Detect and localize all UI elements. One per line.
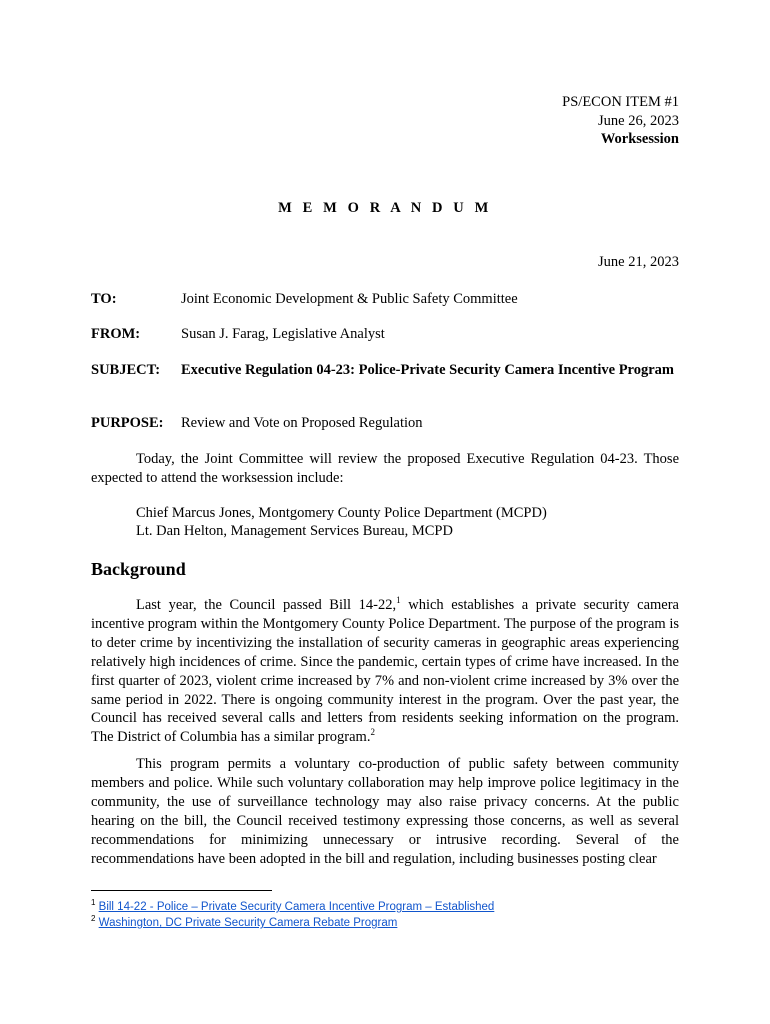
footnote-divider xyxy=(91,890,272,891)
to-field xyxy=(91,290,679,308)
bg2-text: This program permits a voluntary co-production of public safety between community members and police. While such voluntary collaboration may help improve police legitimacy in the community, the use of surveillance technology may also raise privacy concerns. At the public hearing on the bill, the Council received testimony expressing those concerns, as well as several recommendations for minimizing unnecessary or intrusive recording. Several of the recommendations have been adopted in the bill and regulation, including businesses posting clear xyxy=(91,756,679,867)
footnote-link-bill-14-22[interactable]: Bill 14-22 - Police – Private Security Camera Incentive Program – Established xyxy=(98,901,495,913)
background-paragraph-1 xyxy=(91,596,679,747)
footnote-1 xyxy=(91,900,494,915)
footnote-link-dc-rebate-program[interactable]: Washington, DC Private Security Camera Rebate Program xyxy=(98,917,398,929)
footnote-2 xyxy=(91,916,397,931)
subject-value: Executive Regulation 04-23: Police-Private Security Camera Incentive Program xyxy=(181,362,674,378)
to-label: TO: xyxy=(91,291,117,307)
session-type: Worksession xyxy=(600,131,679,147)
attendee-item: Lt. Dan Helton, Management Services Bureau, MCPD xyxy=(136,523,453,539)
meeting-date: June 26, 2023 xyxy=(598,112,679,129)
intro-text: Today, the Joint Committee will review the proposed Executive Regulation 04-23. Those expected to attend the worksession include: xyxy=(91,451,679,486)
subject-field xyxy=(91,361,679,379)
footnote-ref-2[interactable]: 2 xyxy=(370,727,375,738)
memo-date: June 21, 2023 xyxy=(598,254,679,270)
attendee-list xyxy=(136,504,547,540)
header-block xyxy=(562,93,679,149)
bg1-text-part2: which establishes a private security camera incentive program within the Montgomery County Police Department. The purpose of the program is to deter crime by incentivizing the installation of security cameras in geographic areas experiencing relatively high incidences of crime. Since the pandemic, certain types of crime have increased. In the first quarter of 2023, violent crime increased by 7% and non-violent crime increased by 3% over the same period in 2022. There is ongoing community interest in the program. Over the past year, the Council has received several calls and letters from residents seeking information on the program. The District of Columbia has a similar program. xyxy=(91,597,679,746)
footnote-ref-1[interactable]: 1 xyxy=(396,595,401,606)
purpose-label: PURPOSE: xyxy=(91,415,164,431)
footnote-number: 1 xyxy=(91,898,96,908)
agenda-item-number: PS/ECON ITEM #1 xyxy=(562,94,679,110)
purpose-value: Review and Vote on Proposed Regulation xyxy=(181,415,423,431)
intro-paragraph xyxy=(91,450,679,488)
memo-title: M E M O R A N D U M xyxy=(278,200,492,216)
bg1-text-part1: Last year, the Council passed Bill 14-22, xyxy=(136,597,397,613)
background-paragraph-2 xyxy=(91,755,679,868)
from-label: FROM: xyxy=(91,326,141,342)
from-field xyxy=(91,325,679,343)
footnote-number: 2 xyxy=(91,914,96,924)
from-value: Susan J. Farag, Legislative Analyst xyxy=(181,326,385,342)
subject-label: SUBJECT: xyxy=(91,362,161,378)
to-value: Joint Economic Development & Public Safety Committee xyxy=(181,291,518,307)
purpose-field xyxy=(91,414,679,432)
attendee-item: Chief Marcus Jones, Montgomery County Police Department (MCPD) xyxy=(136,505,547,521)
background-heading: Background xyxy=(91,559,186,579)
